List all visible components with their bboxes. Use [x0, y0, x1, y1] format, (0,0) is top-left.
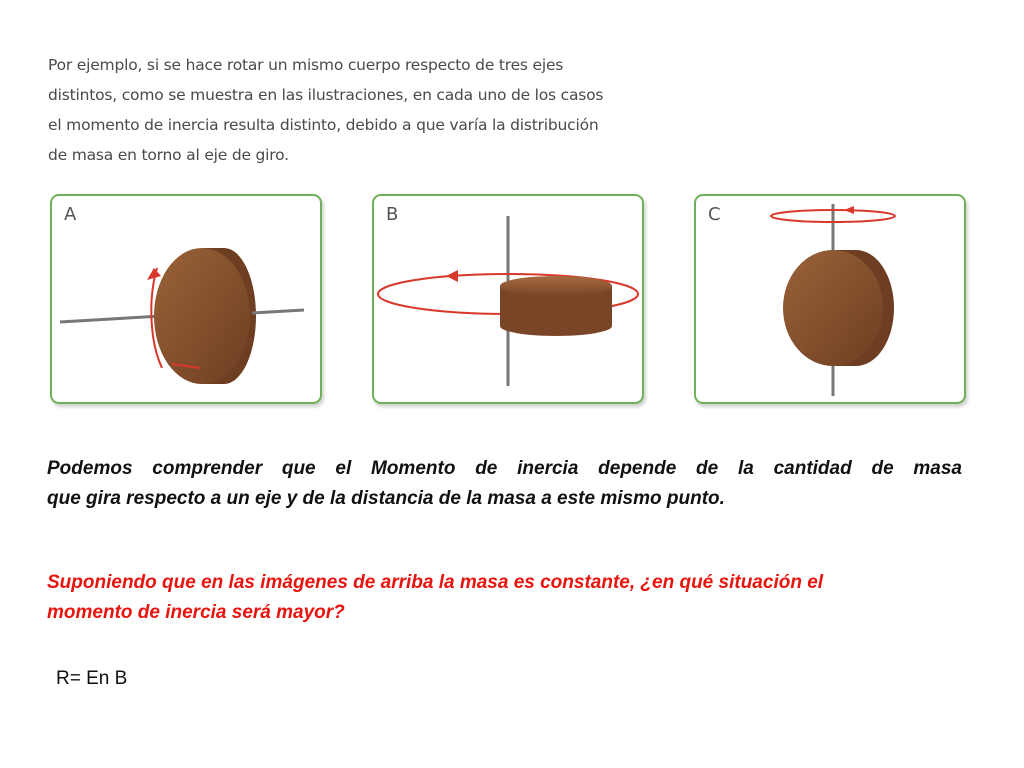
figure-a-illustration — [52, 196, 320, 402]
question-line: momento de inercia será mayor? — [47, 602, 345, 623]
question-line: Suponiendo que en las imágenes de arriba la masa es constante, ¿en qué situación el — [47, 572, 824, 593]
figure-b-illustration — [374, 196, 642, 402]
figure-c-panel — [694, 194, 966, 404]
arrowhead-icon — [844, 206, 854, 214]
arrowhead-icon — [446, 270, 458, 282]
intro-line: distintos, como se muestra en las ilustraciones, en cada uno de los casos — [48, 86, 604, 104]
explanation-line: Podemos comprender que el Momento de inercia depende de la cantidad de masa — [47, 458, 962, 479]
question-paragraph — [47, 568, 962, 628]
intro-line: Por ejemplo, si se hace rotar un mismo cuerpo respecto de tres ejes — [48, 56, 564, 74]
disk-face-icon — [154, 248, 250, 384]
figure-b-panel — [372, 194, 644, 404]
figure-b-label: B — [386, 204, 399, 225]
answer-text: R= En B — [56, 668, 128, 689]
axis-rod-icon — [252, 310, 304, 313]
explanation-line: que gira respecto a un eje y de la distancia de la masa a este mismo punto. — [47, 488, 725, 509]
figure-a-panel — [50, 194, 322, 404]
axis-rod-icon — [60, 316, 162, 322]
explanation-paragraph — [47, 454, 962, 514]
figure-a-label: A — [64, 204, 77, 225]
intro-text — [48, 50, 658, 170]
intro-line: de masa en torno al eje de giro. — [48, 146, 289, 164]
disk-face-icon — [783, 250, 883, 366]
figure-c-illustration — [696, 196, 964, 402]
figure-c-label: C — [708, 204, 721, 225]
intro-line: el momento de inercia resulta distinto, debido a que varía la distribución — [48, 116, 599, 134]
disk-face-icon — [500, 276, 612, 296]
